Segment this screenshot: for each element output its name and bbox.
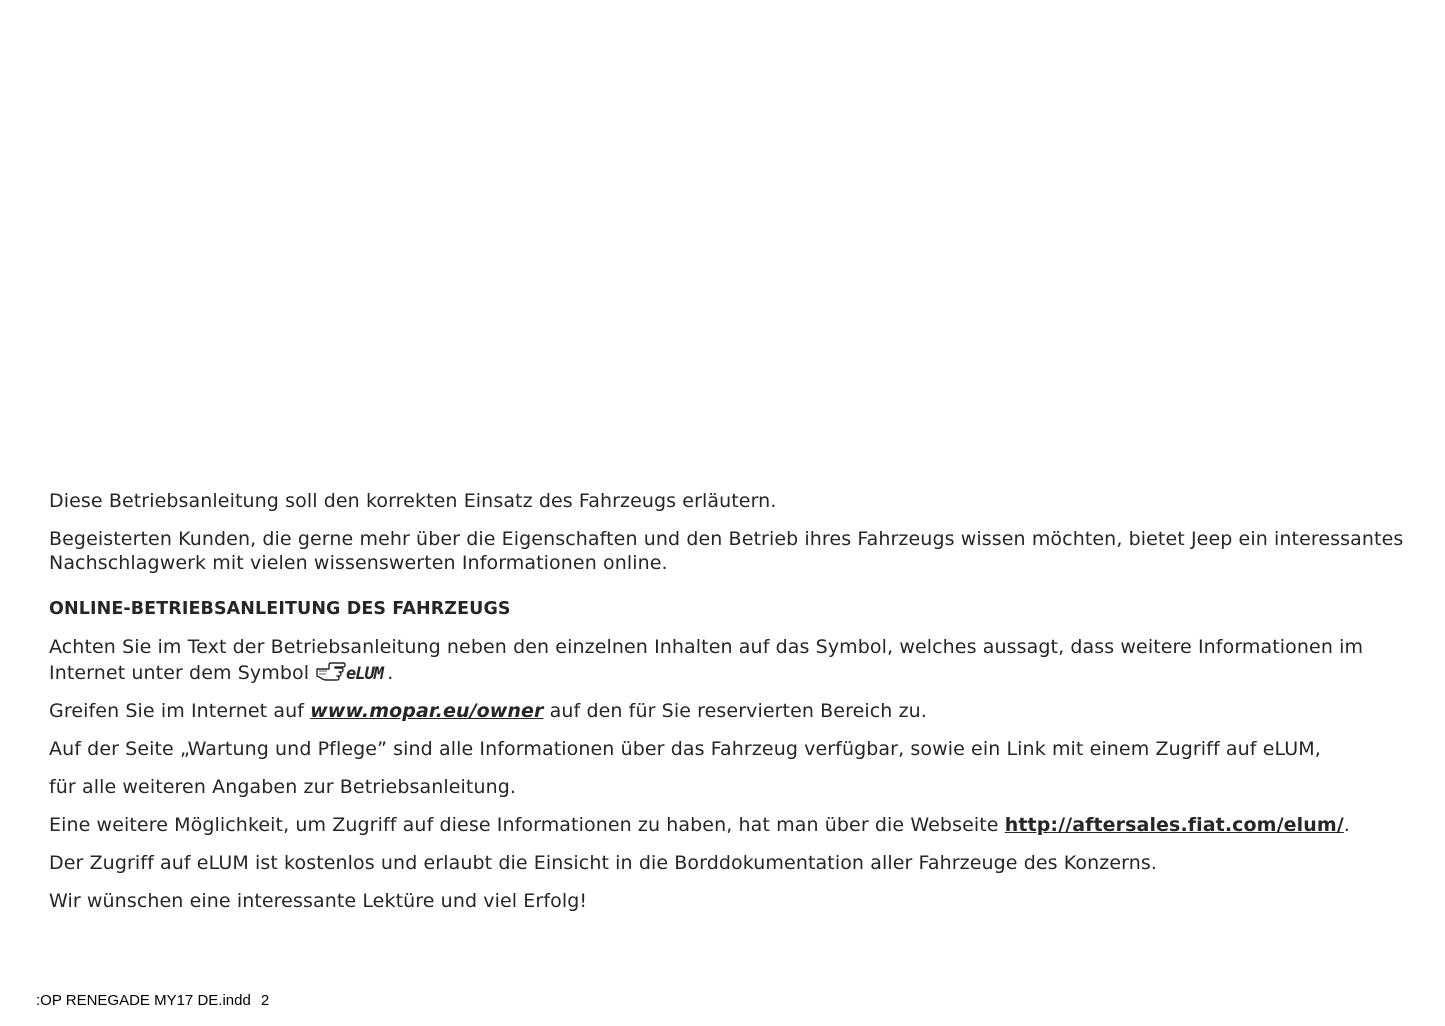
- elum-symbol-label: eLUM: [346, 664, 384, 683]
- document-body: [49, 489, 1414, 927]
- symbol-paragraph: [49, 635, 1414, 685]
- print-footer: [36, 992, 269, 1009]
- intro-paragraph: Diese Betriebsanleitung soll den korrekten Einsatz des Fahrzeugs erläutern.: [49, 490, 777, 512]
- elum-pointing-hand-icon: [315, 659, 387, 683]
- symbol-paragraph-text: Achten Sie im Text der Betriebsanleitung neben den einzelnen Inhalten auf das Symbol, welches aussagt, dass weitere Informationen im Internet unter dem Symbol: [49, 636, 1364, 684]
- wartung-paragraph: Auf der Seite „Wartung und Pflege” sind alle Informationen über das Fahrzeug verfügbar, sowie ein Link mit einem Zugriff auf eLUM,: [49, 738, 1321, 760]
- closing-paragraph: Wir wünschen eine interessante Lektüre und viel Erfolg!: [49, 890, 588, 912]
- footer-page-number: 2: [260, 992, 270, 1009]
- weitere-paragraph: für alle weiteren Angaben zur Betriebsanleitung.: [49, 776, 517, 798]
- zugriff-paragraph: Der Zugriff auf eLUM ist kostenlos und erlaubt die Einsicht in die Borddokumentation aller Fahrzeuge des Konzerns.: [49, 852, 1158, 874]
- mopar-after-text: auf den für Sie reservierten Bereich zu.: [549, 700, 927, 722]
- mopar-paragraph: [49, 699, 1414, 723]
- symbol-paragraph-end: .: [387, 662, 394, 684]
- section-heading: ONLINE-BETRIEBSANLEITUNG DES FAHRZEUGS: [49, 599, 511, 619]
- mopar-before-text: Greifen Sie im Internet auf: [49, 700, 304, 722]
- customers-paragraph: Begeisterten Kunden, die gerne mehr über die Eigenschaften und den Betrieb ihres Fahrzeugs wissen möchten, bietet Jeep ein interessantes Nachschlagwerk mit vielen wissenswerten Informationen online.: [49, 528, 1404, 574]
- website-paragraph: [49, 813, 1414, 837]
- website-before-text: Eine weitere Möglichkeit, um Zugriff auf diese Informationen zu haben, hat man über die Webseite: [49, 814, 999, 836]
- website-after-text: .: [1343, 814, 1350, 836]
- aftersales-elum-link[interactable]: http://aftersales.fiat.com/elum/: [1004, 814, 1344, 836]
- mopar-owner-link[interactable]: www.mopar.eu/owner: [310, 700, 544, 722]
- footer-filename: :OP RENEGADE MY17 DE.indd: [36, 992, 251, 1009]
